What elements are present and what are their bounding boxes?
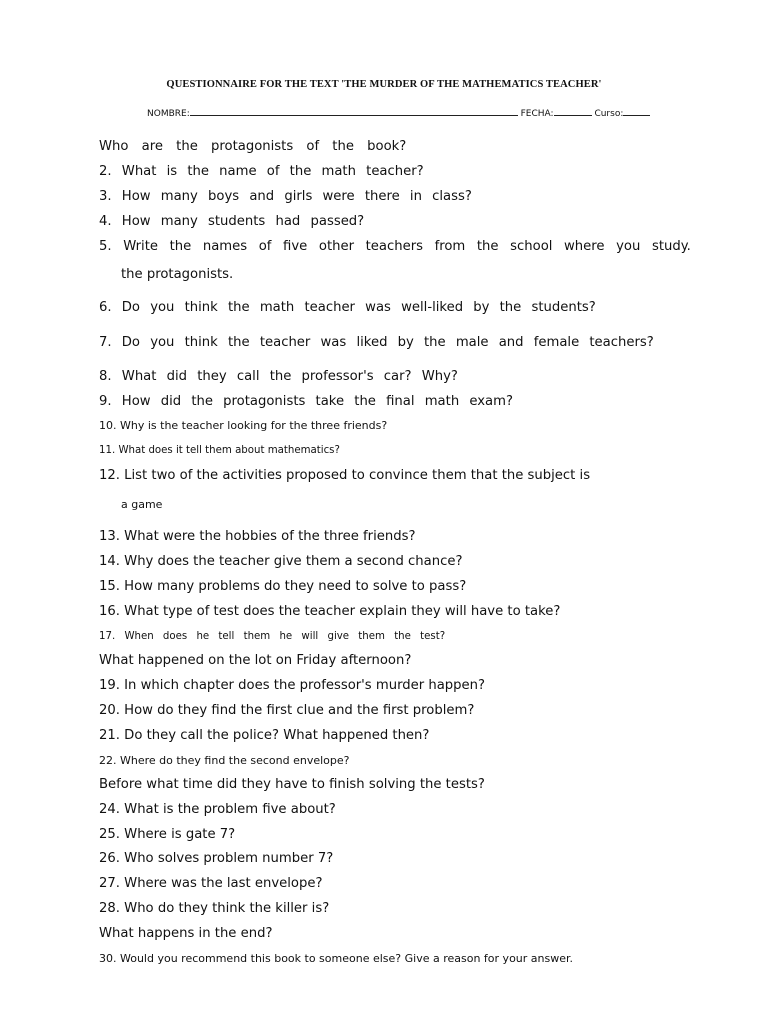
question-25: 25. Where is gate 7? (99, 827, 236, 842)
question-6: 6. Do you think the math teacher was well-liked by the students? (99, 300, 596, 315)
q5-word: teachers (365, 239, 423, 254)
question-5 (99, 239, 691, 255)
question-20: 20. How do they find the first clue and the first problem? (99, 703, 475, 718)
fecha-label: FECHA: (520, 109, 554, 119)
question-23: Before what time did they have to finish solving the tests? (99, 777, 485, 792)
question-9: 9. How did the protagonists take the final math exam? (99, 394, 513, 409)
question-4: 4. How many students had passed? (99, 214, 365, 229)
question-29: What happens in the end? (99, 926, 273, 941)
question-10: 10. Why is the teacher looking for the three friends? (99, 419, 388, 432)
question-11: 11. What does it tell them about mathematics? (99, 445, 340, 456)
q5-word: the (169, 239, 192, 254)
question-24: 24. What is the problem five about? (99, 802, 336, 817)
question-5-continuation: the protagonists. (121, 267, 234, 282)
question-17: 17. When does he tell them he will give them the test? (99, 631, 446, 642)
question-3: 3. How many boys and girls were there in class? (99, 189, 472, 204)
question-8: 8. What did they call the professor's car? Why? (99, 369, 458, 384)
fecha-blank[interactable] (554, 106, 592, 116)
question-12: 12. List two of the activities proposed to convince them that the subject is (99, 468, 591, 483)
q5-word: where (564, 239, 605, 254)
q5-word: five (283, 239, 308, 254)
question-19: 19. In which chapter does the professor's murder happen? (99, 678, 486, 693)
question-28: 28. Who do they think the killer is? (99, 901, 330, 916)
question-27: 27. Where was the last envelope? (99, 876, 323, 891)
q5-word: study. (651, 239, 691, 254)
question-2: 2. What is the name of the math teacher? (99, 164, 424, 179)
student-info-line (147, 106, 650, 119)
q5-word: you (616, 239, 641, 254)
q5-word: Write (123, 239, 159, 254)
q5-word: of (258, 239, 272, 254)
question-1: Who are the protagonists of the book? (99, 139, 407, 154)
question-22: 22. Where do they find the second envelope? (99, 754, 350, 767)
question-18: What happened on the lot on Friday afternoon? (99, 653, 412, 668)
question-26: 26. Who solves problem number 7? (99, 851, 334, 866)
document-title: QUESTIONNAIRE FOR THE TEXT 'THE MURDER OF THE MATHEMATICS TEACHER' (166, 79, 602, 90)
question-30: 30. Would you recommend this book to someone else? Give a reason for your answer. (99, 952, 574, 965)
question-16: 16. What type of test does the teacher explain they will have to take? (99, 604, 561, 619)
q5-word: names (202, 239, 248, 254)
question-12-continuation: a game (121, 498, 163, 511)
q5-word: 5. (99, 239, 112, 254)
question-15: 15. How many problems do they need to solve to pass? (99, 579, 467, 594)
q5-word: from (434, 239, 466, 254)
nombre-blank[interactable] (190, 106, 518, 116)
nombre-label: NOMBRE: (147, 109, 190, 119)
question-7: 7. Do you think the teacher was liked by the male and female teachers? (99, 335, 654, 350)
q5-word: the (476, 239, 499, 254)
question-14: 14. Why does the teacher give them a second chance? (99, 554, 463, 569)
question-13: 13. What were the hobbies of the three friends? (99, 529, 416, 544)
question-21: 21. Do they call the police? What happened then? (99, 728, 430, 743)
q5-word: school (510, 239, 553, 254)
curso-label: Curso: (594, 109, 624, 119)
curso-blank[interactable] (623, 106, 650, 116)
q5-word: other (318, 239, 355, 254)
